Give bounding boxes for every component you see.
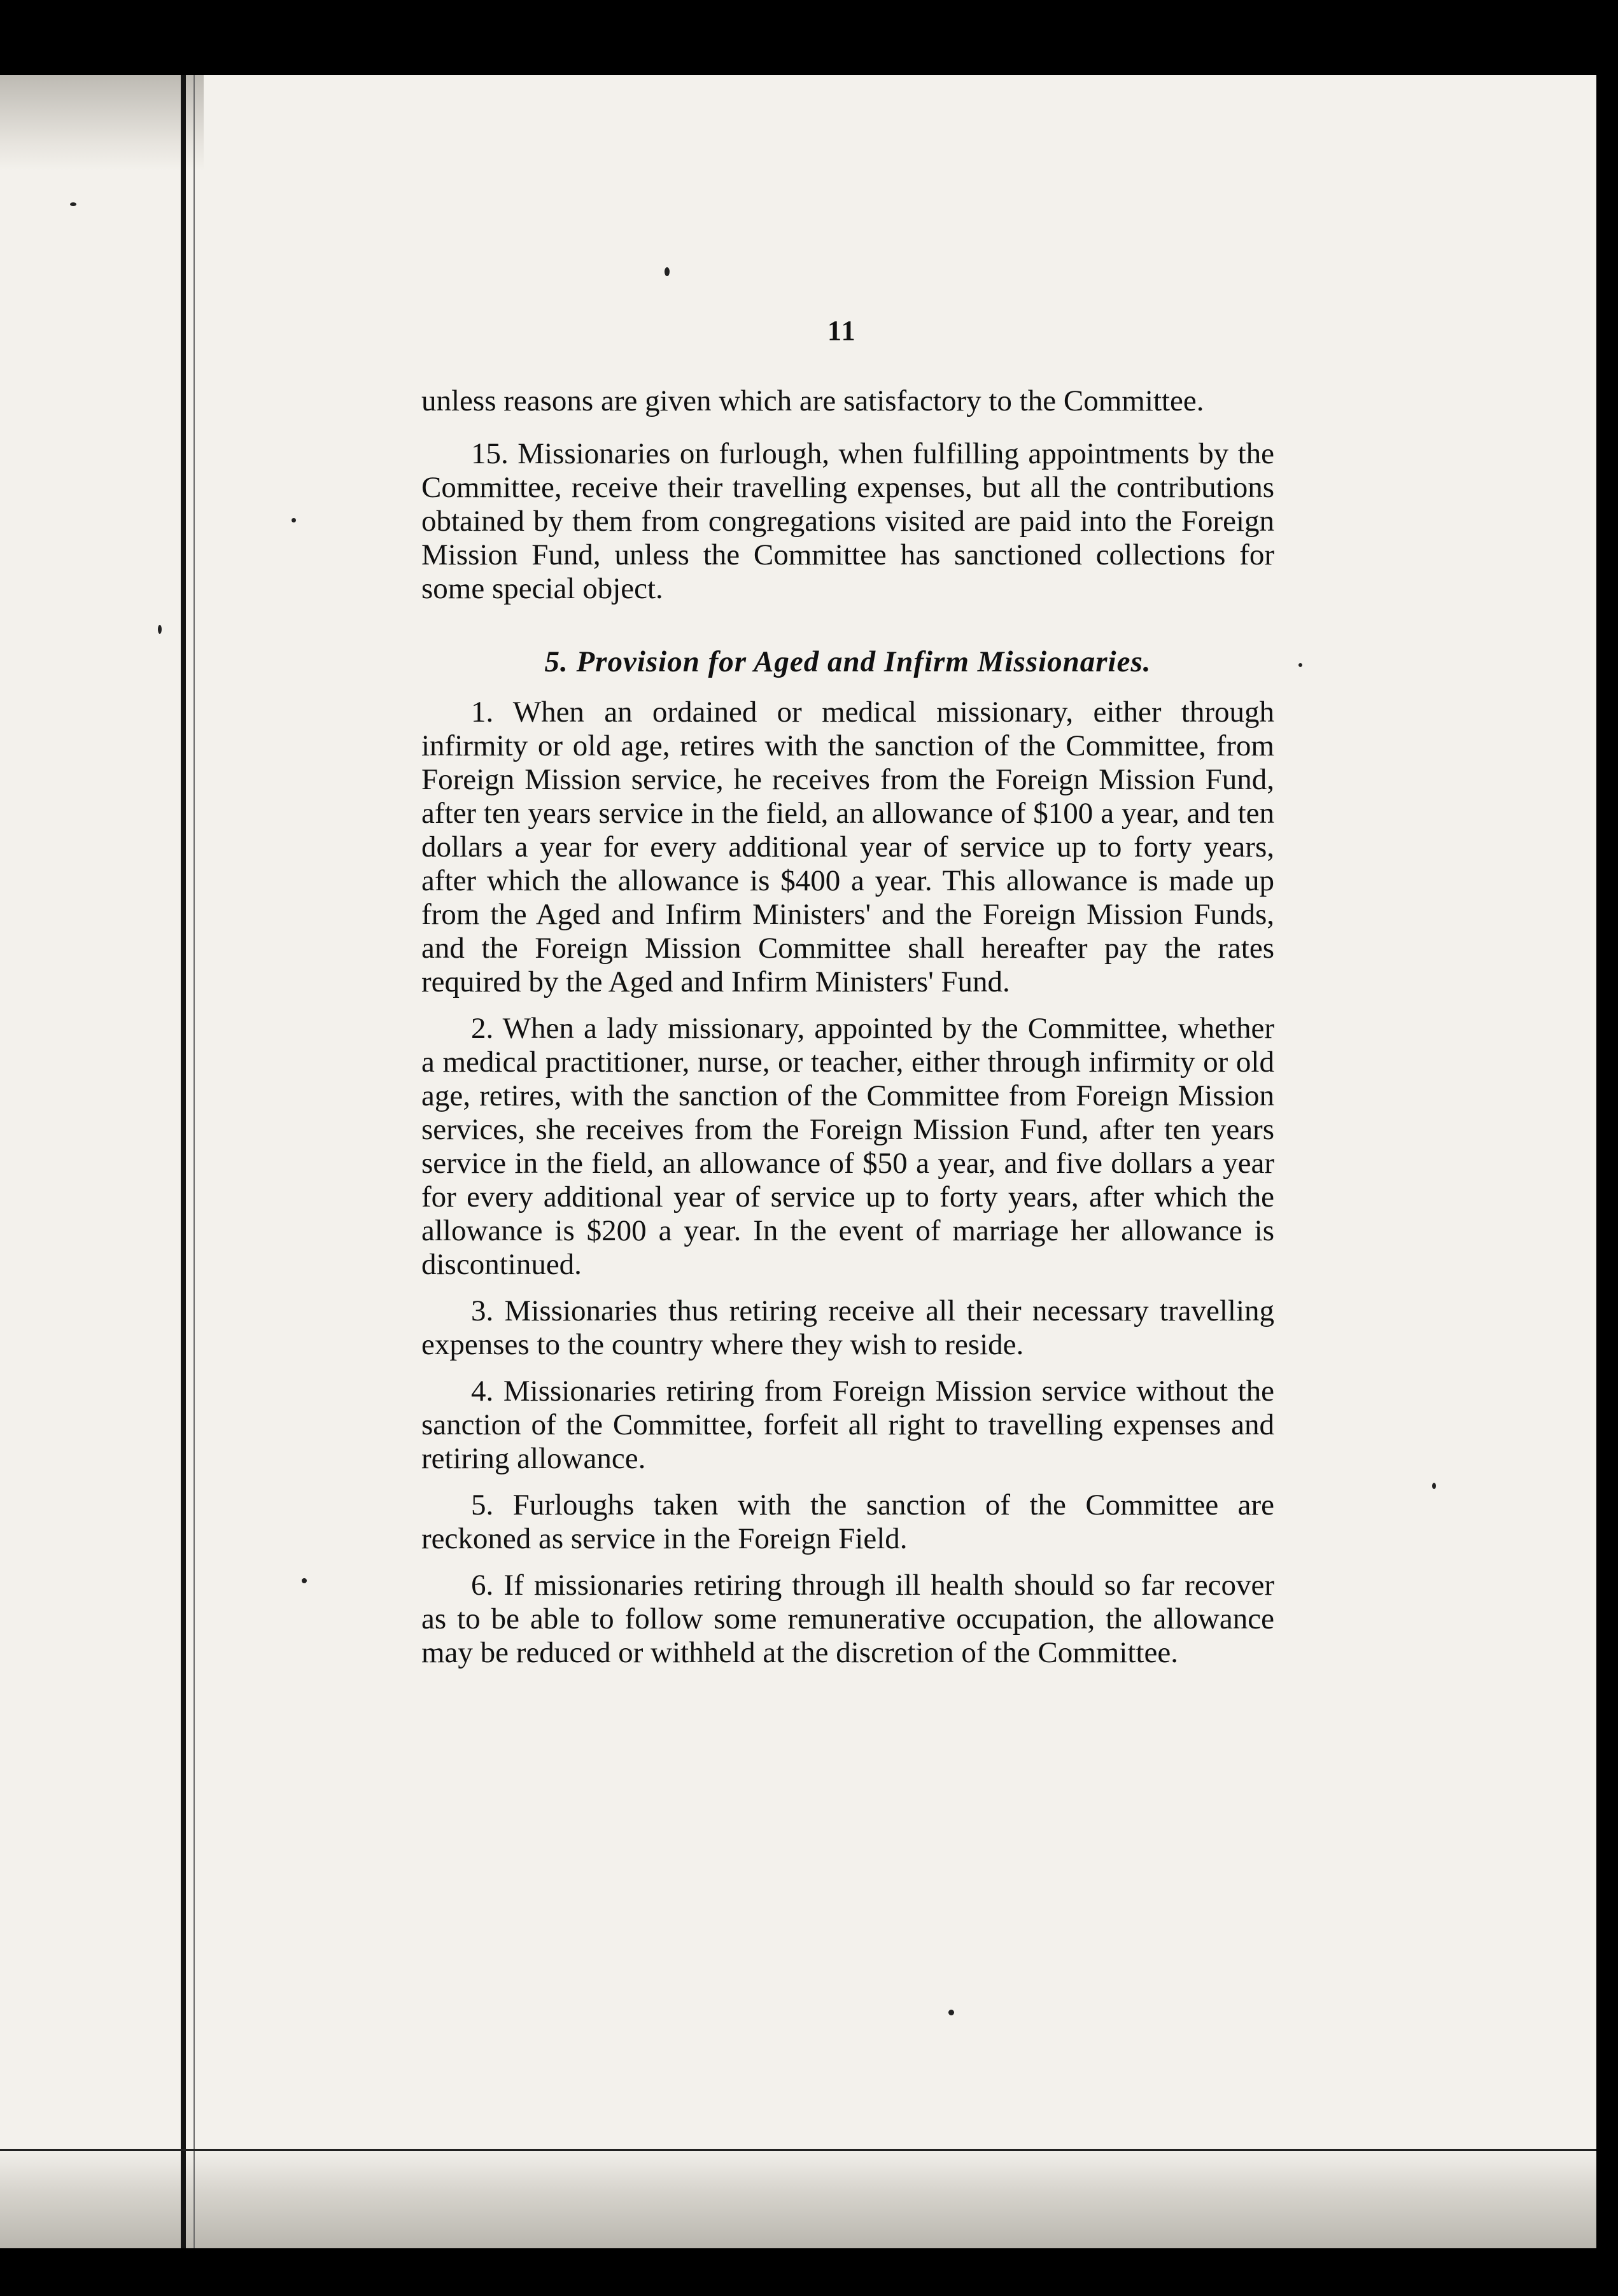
scan-speck: [292, 518, 296, 522]
scan-speck: [665, 267, 670, 276]
list-item: 2. When a lady missionary, appointed by the Committee, whether a medical practitioner, nurse, or teacher, either through infirmity or old age, retires, with the sanction of the Committee from Foreign Mission services, she receives from the Foreign Mission Fund, after ten years service in the field, an allowance of $50 a year, and five dollars a year for every additional year of service up to forty years, after which the allowance is $200 a year. In the event of marriage her allowance is discontinued.: [421, 1012, 1274, 1281]
paragraph-15: 15. Missionaries on furlough, when fulfilling appointments by the Committee, receive their travelling expenses, but all the contributions obtained by them from congregations visited are paid into the Foreign Mission Fund, unless the Committee has sanctioned collections for some special object.: [421, 437, 1274, 605]
scan-speck: [158, 625, 162, 634]
scan-speck: [1298, 663, 1302, 667]
scan-speck: [70, 202, 76, 206]
list-item: 1. When an ordained or medical missionary, either through infirmity or old age, retires with the sanction of the Committee, from Foreign Mission service, he receives from the Foreign Mission Fund, after ten years service in the field, an allowance of $100 a year, and ten dollars a year for every additional year of service up to forty years, after which the allowance is $400 a year. This allowance is made up from the Aged and Infirm Ministers' and the Foreign Mission Funds, and the Foreign Mission Committee shall hereafter pay the rates required by the Aged and Infirm Ministers' Fund.: [421, 696, 1274, 998]
list-item: 4. Missionaries retiring from Foreign Mission service without the sanction of the Committee, forfeit all right to travelling expenses and retiring allowance.: [421, 1375, 1274, 1475]
scan-speck: [1432, 1483, 1436, 1489]
scan-speck: [948, 2010, 954, 2015]
document-body: [421, 384, 1274, 1683]
bottom-edge-line: [0, 2149, 1596, 2151]
binding-edge-shadow: [193, 75, 195, 2248]
list-item: 6. If missionaries retiring through ill health should so far recover as to be able to follow some remunerative occupation, the allowance may be reduced or withheld at the discretion of the Committee.: [421, 1569, 1274, 1669]
binding-edge-line: [181, 75, 186, 2248]
scan-speck: [302, 1578, 307, 1583]
bottom-margin-shadow: [0, 2148, 1596, 2248]
list-item: 3. Missionaries thus retiring receive all their necessary travelling expenses to the country where they wish to reside.: [421, 1294, 1274, 1361]
page-number: 11: [827, 315, 857, 346]
section-heading: 5. Provision for Aged and Infirm Missionaries.: [544, 645, 1151, 678]
opening-paragraph: unless reasons are given which are satisfactory to the Committee.: [421, 384, 1204, 417]
top-margin-shadow: [0, 75, 204, 171]
list-item: 5. Furloughs taken with the sanction of the Committee are reckoned as service in the Foreign Field.: [421, 1488, 1274, 1555]
